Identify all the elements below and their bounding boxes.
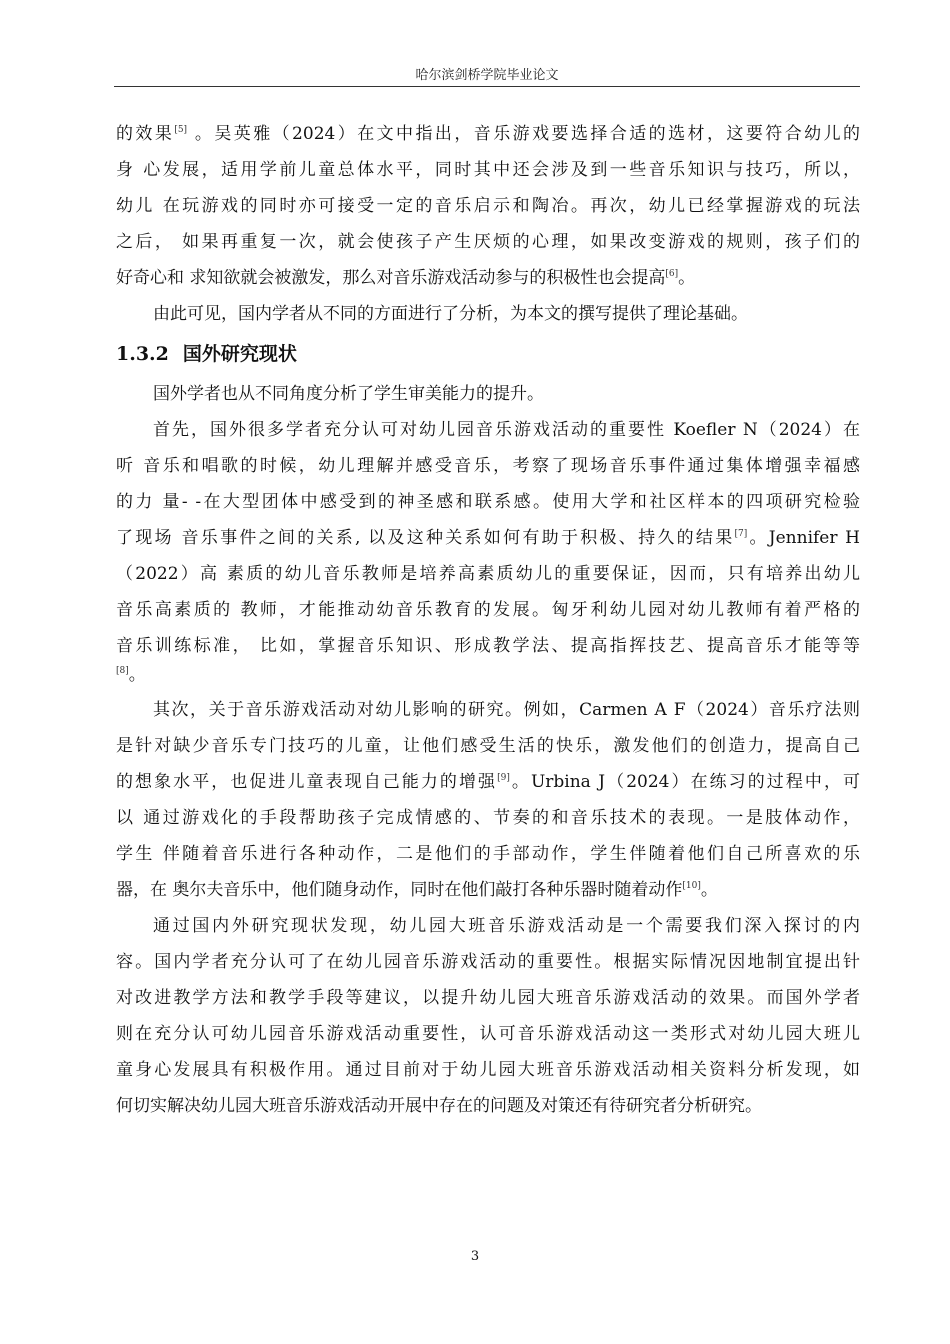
text-line xyxy=(116,872,860,908)
text-line: 身 心发展，适用学前儿童总体水平，同时其中还会涉及到一些音乐知识与技巧，所以， xyxy=(116,160,860,180)
text-line: 的力 量- -在大型团体中感受到的神圣感和联系感。使用大学和社区样本的四项研究检验 xyxy=(116,492,860,512)
text-line xyxy=(116,764,860,800)
paragraph-first xyxy=(116,412,860,692)
text-line: 则在充分认可幼儿园音乐游戏活动重要性，认可音乐游戏活动这一类形式对幼儿园大班儿 xyxy=(116,1024,860,1044)
text-line xyxy=(116,664,860,692)
text-line: 学生 伴随着音乐进行各种动作，二是他们的手部动作，学生伴随着他们自己所喜欢的乐 xyxy=(116,844,860,864)
text-line: 童身心发展具有积极作用。通过目前对于幼儿园大班音乐游戏活动相关资料分析发现，如 xyxy=(116,1060,860,1080)
text-run: 的效果 xyxy=(116,124,175,144)
text-run: 。 xyxy=(678,268,696,288)
section-title: 国外研究现状 xyxy=(182,343,297,365)
text-line: 其次，关于音乐游戏活动对幼儿影响的研究。例如，Carmen A F（2024）音乐疗法则 xyxy=(153,700,860,720)
document-body xyxy=(116,116,860,1124)
page-header: 哈尔滨剑桥学院毕业论文 xyxy=(415,68,559,83)
text-line: 音乐高素质的 教师，才能推动幼音乐教育的发展。匈牙利幼儿园对幼儿教师有着严格的 xyxy=(116,600,860,620)
section-number: 1.3.2 xyxy=(116,343,169,365)
text-line: 幼儿 在玩游戏的同时亦可接受一定的音乐启示和陶冶。再次，幼儿已经掌握游戏的玩法 xyxy=(116,196,860,216)
text-line: 容。国内学者充分认可了在幼儿园音乐游戏活动的重要性。根据实际情况因地制宜提出针 xyxy=(116,952,860,972)
text-line xyxy=(116,116,860,152)
text-line: （2022）高 素质的幼儿音乐教师是培养高素质幼儿的重要保证，因而，只有培养出幼儿 xyxy=(116,564,860,584)
text-run: 。 xyxy=(128,665,146,685)
text-run: 器，在 奥尔夫音乐中，他们随身动作，同时在他们敲打各种乐器时随着动作 xyxy=(116,880,683,900)
citation-marker: [8] xyxy=(116,666,129,676)
paragraph-domestic-continued xyxy=(116,116,860,296)
text-line: 何切实解决幼儿园大班音乐游戏活动开展中存在的问题及对策还有待研究者分析研究。 xyxy=(116,1096,762,1116)
paragraph-conclusion xyxy=(116,908,860,1124)
text-run: 好奇心和 求知欲就会被激发，那么对音乐游戏活动参与的积极性也会提高 xyxy=(116,268,666,288)
citation-marker: [6] xyxy=(665,269,679,279)
citation-marker: [5] xyxy=(174,125,188,135)
page-number: 3 xyxy=(470,1249,480,1264)
text-run: 的想象水平，也促进儿童表现自己能力的增强 xyxy=(116,772,498,792)
citation-marker: [7] xyxy=(734,529,748,539)
paragraph-domestic-summary: 由此可见，国内学者从不同的方面进行了分析，为本文的撰写提供了理论基础。 xyxy=(153,304,748,324)
text-line: 是针对缺少音乐专门技巧的儿童，让他们感受生活的快乐，激发他们的创造力，提高自己 xyxy=(116,736,860,756)
text-run: 了现场 音乐事件之间的关系, 以及这种关系如何有助于积极、持久的结果 xyxy=(116,528,735,548)
paragraph-second xyxy=(116,692,860,908)
text-run: 。 xyxy=(700,880,718,900)
text-line xyxy=(116,520,860,556)
text-run: 。吴英雅（2024）在文中指出，音乐游戏要选择合适的选材，这要符合幼儿的 xyxy=(187,124,860,144)
section-heading xyxy=(116,332,860,376)
paragraph-intro: 国外学者也从不同角度分析了学生审美能力的提升。 xyxy=(153,384,544,404)
text-line xyxy=(116,260,860,296)
text-line: 以 通过游戏化的手段帮助孩子完成情感的、节奏的和音乐技术的表现。一是肢体动作， xyxy=(116,808,860,828)
citation-marker: [9] xyxy=(497,773,510,783)
text-line: 对改进教学方法和教学手段等建议，以提升幼儿园大班音乐游戏活动的效果。而国外学者 xyxy=(116,988,860,1008)
text-line: 听 音乐和唱歌的时候，幼儿理解并感受音乐，考察了现场音乐事件通过集体增强幸福感 xyxy=(116,456,860,476)
citation-marker: [10] xyxy=(682,881,701,891)
text-run: 。Urbina J（2024）在练习的过程中，可 xyxy=(509,772,860,792)
text-line: 之后， 如果再重复一次，就会使孩子产生厌烦的心理，如果改变游戏的规则，孩子们的 xyxy=(116,232,860,252)
text-line: 通过国内外研究现状发现，幼儿园大班音乐游戏活动是一个需要我们深入探讨的内 xyxy=(153,916,860,936)
text-run: 。Jennifer H xyxy=(747,528,860,548)
text-line: 音乐训练标准， 比如，掌握音乐知识、形成教学法、提高指挥技艺、提高音乐才能等等 xyxy=(116,636,860,656)
header-rule xyxy=(114,86,860,87)
text-line: 首先，国外很多学者充分认可对幼儿园音乐游戏活动的重要性 Koefler N（2024）在 xyxy=(153,420,860,440)
